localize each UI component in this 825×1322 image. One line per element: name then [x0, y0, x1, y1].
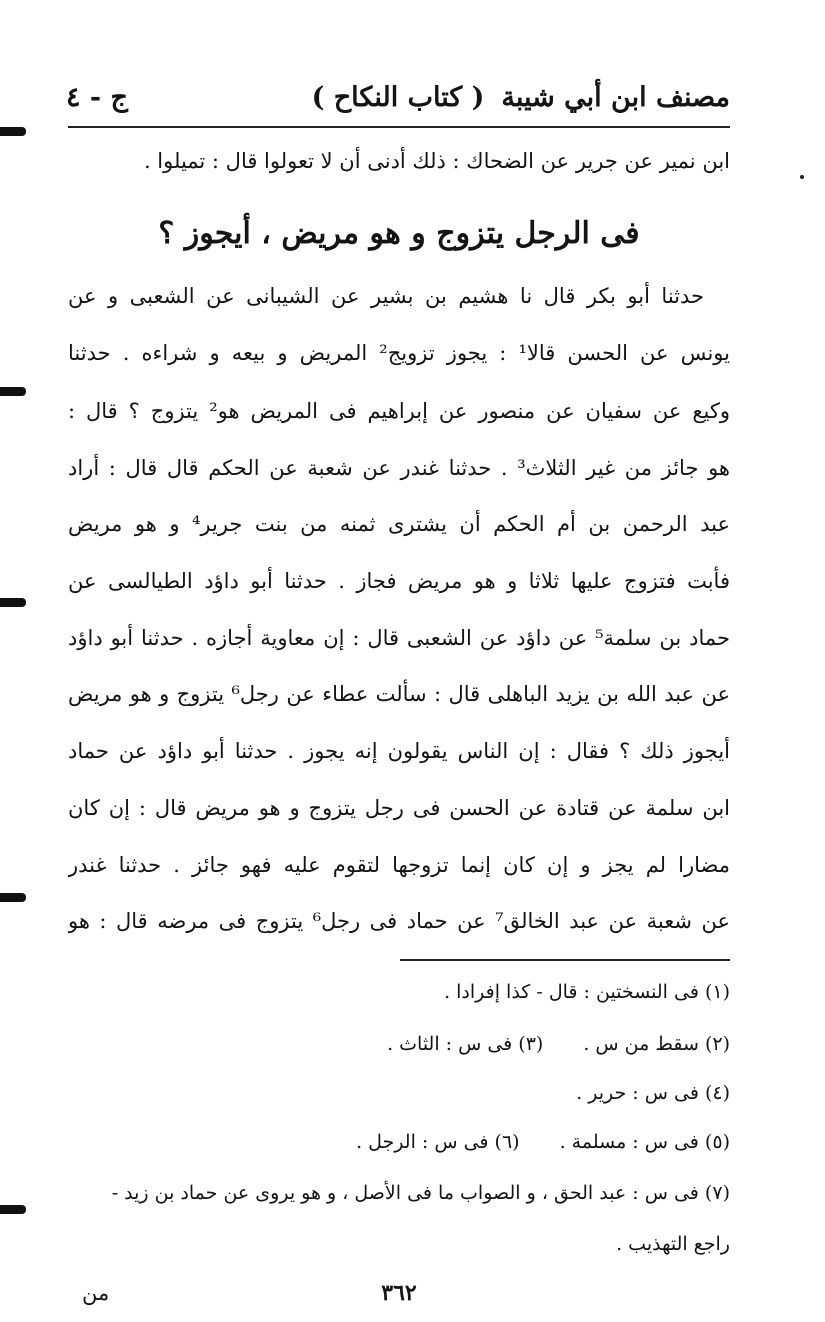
text-line: حماد بن سلمة⁵ عن داؤد عن الشعبى قال : إن معاوية أجازه . حدثنا أبو داؤد [68, 626, 730, 650]
footnote-4: (٤) فى س : حرير . [576, 1082, 730, 1104]
text-line: هو جائز من غير الثلاث³ . حدثنا غندر عن شعبة عن الحكم قال قال : أراد [68, 456, 730, 480]
text-line: ابن سلمة عن قتادة عن الحسن فى رجل يتزوج و هو مريض قال : إن كان [68, 796, 730, 820]
footnote-6: (٦) فى س : الرجل . [356, 1131, 520, 1153]
footnote-7-continuation: راجع التهذيب . [616, 1233, 730, 1255]
text-line: حدثنا أبو بكر قال نا هشيم بن بشير عن الشيبانى عن الشعبى و عن [68, 284, 704, 308]
volume-number: ج - ٤ [66, 82, 128, 113]
text-line: عبد الرحمن بن أم الحكم أن يشترى ثمنه من بنت جرير⁴ و هو مريض [68, 512, 730, 536]
page-footer [68, 1275, 730, 1311]
header-rule [68, 126, 730, 128]
margin-ink-mark [0, 387, 26, 396]
text-line: أيجوز ذلك ؟ فقال : إن الناس يقولون إنه يجوز . حدثنا أبو داؤد عن حماد [68, 739, 730, 763]
text-line: يونس عن الحسن قالا¹ : يجوز تزويج² المريض و بيعه و شراءه . حدثنا [68, 341, 730, 365]
margin-ink-mark [0, 127, 26, 136]
section-title: فى الرجل يتزوج و هو مريض ، أيجوز ؟ [158, 216, 640, 251]
footnote-2: (٢) سقط من س . [583, 1033, 730, 1055]
margin-ink-mark [0, 1205, 26, 1214]
footnote-1: (١) فى النسختين : قال - كذا إفرادا . [444, 981, 730, 1003]
margin-dot [800, 175, 804, 179]
catchword: من [82, 1281, 110, 1305]
text-line: فأبت فتزوج عليها ثلاثا و هو مريض فجاز . حدثنا أبو داؤد الطيالسى عن [68, 569, 730, 593]
text-line: عن شعبة عن عبد الخالق⁷ عن حماد فى رجل⁶ يتزوج فى مرضه قال : هو [68, 909, 730, 933]
chapter-heading: ( كتاب النكاح ) [311, 82, 485, 113]
footnote-row-5-6 [68, 1126, 730, 1158]
footnote-7: (٧) فى س : عبد الحق ، و الصواب ما فى الأصل ، و هو يروى عن حماد بن زيد - [111, 1182, 730, 1204]
running-header [66, 76, 730, 120]
text-line-continuation: ابن نمير عن جرير عن الضحاك : ذلك أدنى أن لا تعولوا قال : تميلوا . [143, 149, 730, 173]
footnote-row-2-3 [68, 1028, 730, 1060]
book-title: مصنف ابن أبي شيبة [501, 82, 730, 113]
footnote-5: (٥) فى س : مسلمة . [559, 1131, 730, 1153]
margin-ink-mark [0, 598, 26, 607]
footnote-rule [400, 959, 730, 961]
footnote-3: (٣) فى س : الثاث . [387, 1033, 544, 1055]
text-line: وكيع عن سفيان عن منصور عن إبراهيم فى المريض هو² يتزوج ؟ قال : [68, 399, 730, 423]
text-line: عن عبد الله بن يزيد الباهلى قال : سألت عطاء عن رجل⁶ يتزوج و هو مريض [68, 682, 730, 706]
page-number: ٣٦٢ [381, 1280, 417, 1306]
text-line: مضارا لم يجز و إن كان إنما تزوجها لتقوم عليه فهو جائز . حدثنا غندر [68, 853, 730, 877]
margin-ink-mark [0, 893, 26, 902]
